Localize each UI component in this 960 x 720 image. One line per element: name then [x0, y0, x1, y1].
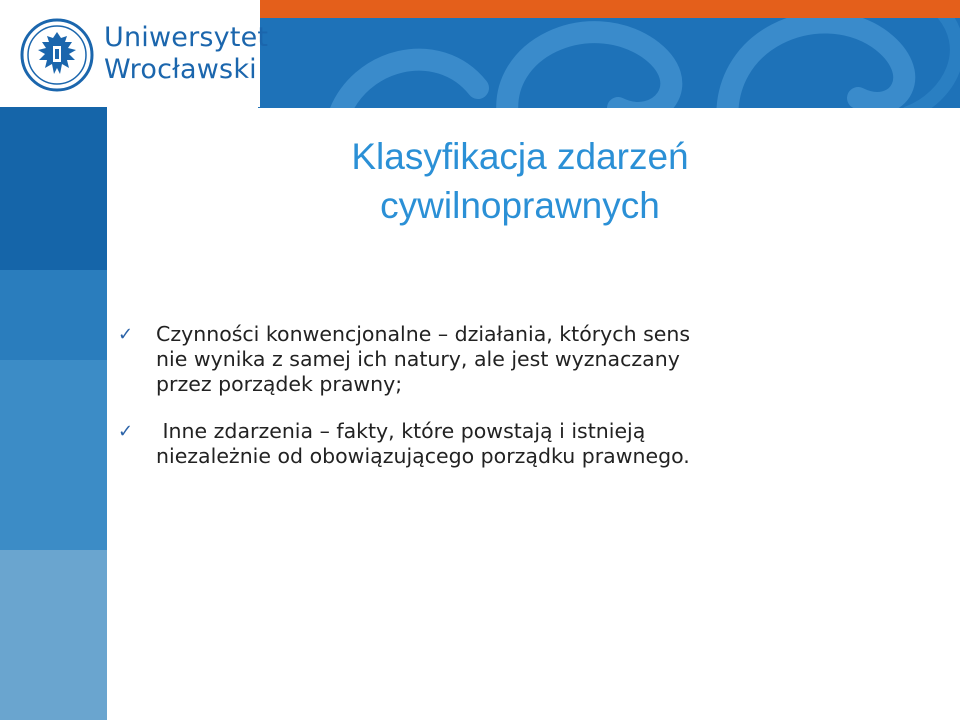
bullet-text-line: przez porządek prawny; [156, 372, 403, 396]
sidebar-stripe [0, 270, 107, 360]
bullet-text-line: Czynności konwencjonalne – działania, których sens [156, 322, 691, 346]
logo-line-1: Uniwersytet [104, 22, 269, 53]
slide-title [180, 132, 860, 230]
slide-title-line-2: cywilnoprawnych [380, 185, 660, 226]
slide-title-line-1: Klasyfikacja zdarzeń [351, 136, 689, 177]
bullet-text-line: niezależnie od obowiązującego porządku prawnego. [156, 444, 690, 468]
bullet-text-line: Inne zdarzenia – fakty, które powstają i istnieją [156, 419, 646, 443]
logo [0, 0, 269, 107]
eagle-crest-icon [20, 18, 94, 92]
bullet-item [118, 322, 938, 397]
bullet-item [118, 419, 938, 469]
bullet-text-line: nie wynika z samej ich natury, ale jest wyznaczany [156, 347, 680, 371]
logo-wordmark [104, 22, 268, 86]
logo-line-2: Wrocławski [104, 54, 257, 85]
sidebar-stripe [0, 360, 107, 550]
bullet-list [118, 322, 938, 469]
checkmark-icon: ✓ [118, 324, 134, 345]
header-band [258, 18, 960, 108]
swirl-decoration-icon [258, 18, 960, 108]
checkmark-icon: ✓ [118, 421, 134, 442]
sidebar-stripe [0, 550, 107, 720]
sidebar-stripe [0, 107, 107, 270]
